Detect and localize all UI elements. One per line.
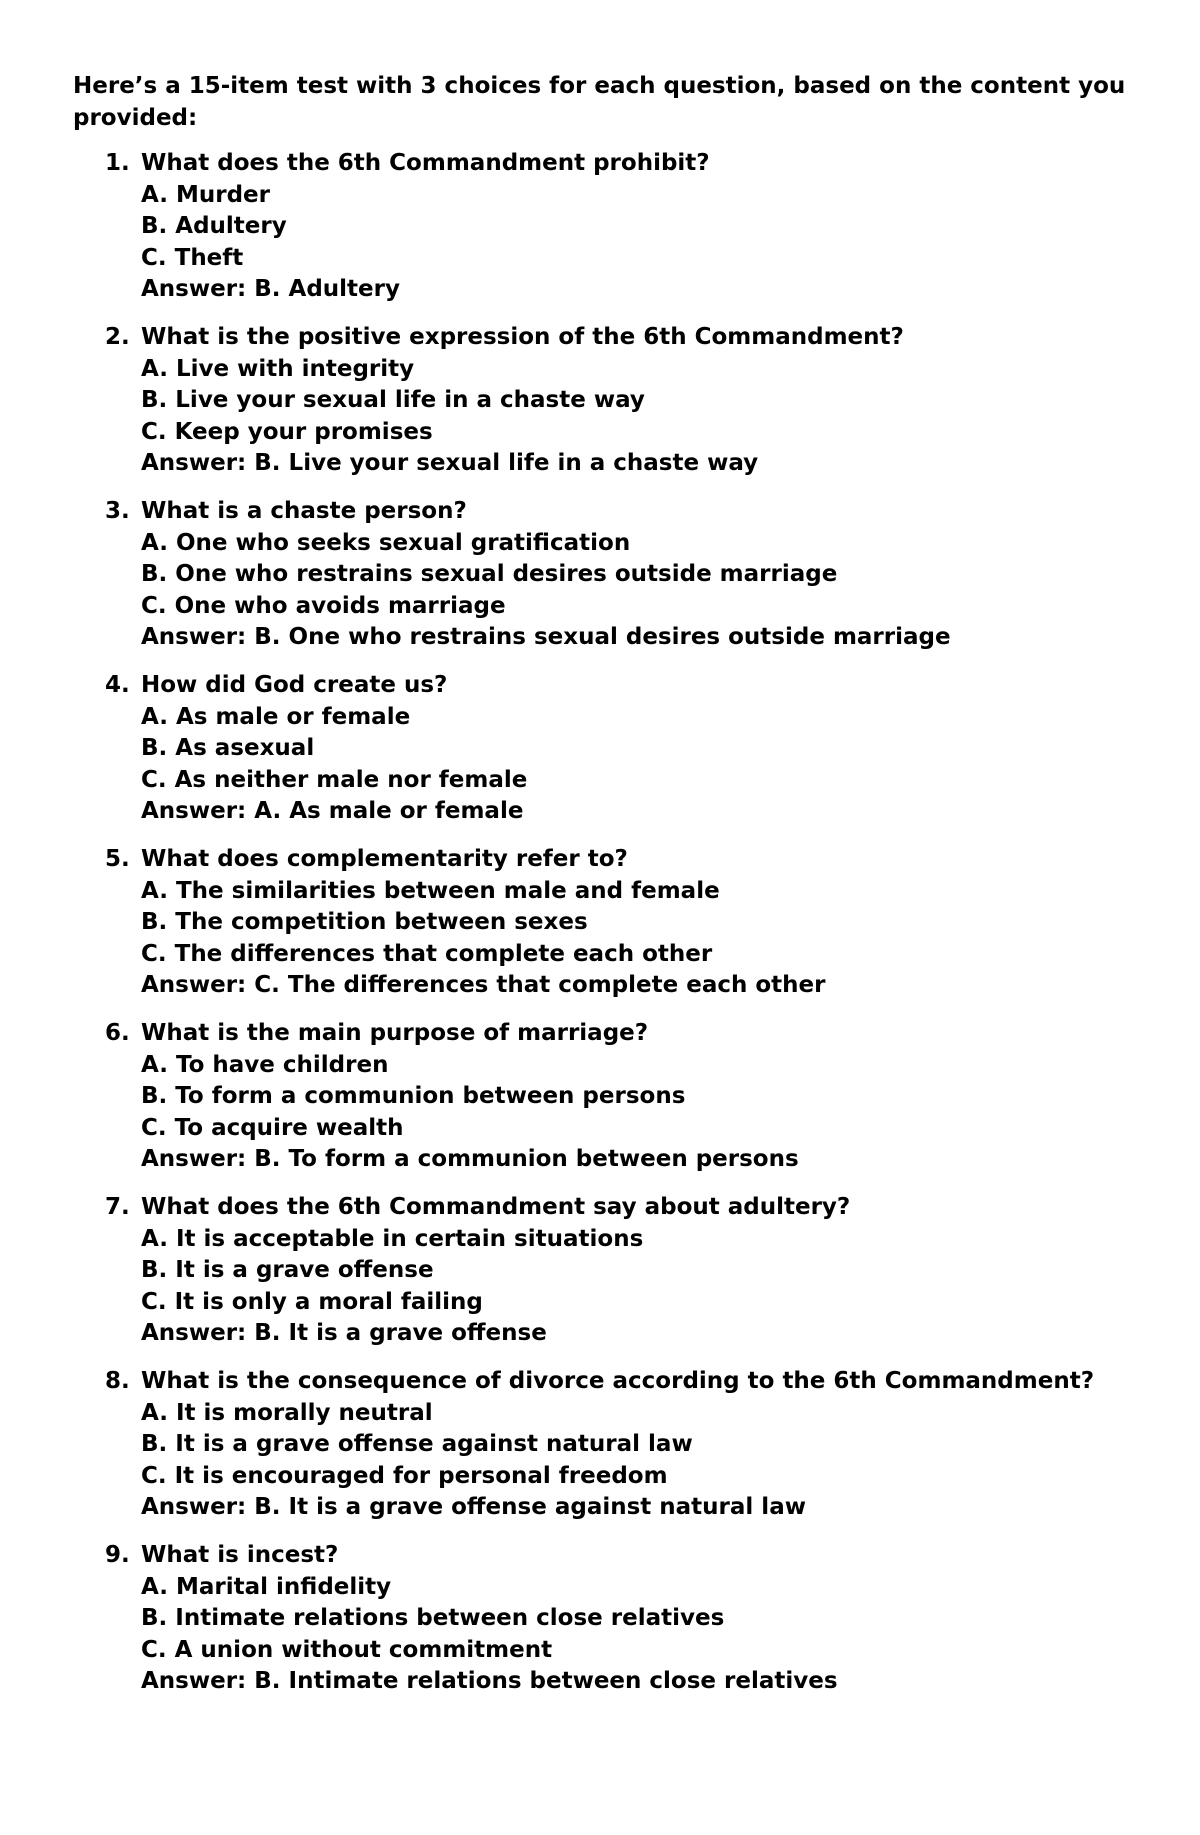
choice-c: C. A union without commitment xyxy=(141,1636,553,1663)
answer-line: Answer: B. It is a grave offense xyxy=(141,1320,547,1346)
answer-line: Answer: B. Intimate relations between close relatives xyxy=(141,1668,838,1694)
question-item xyxy=(0,1540,1200,1714)
answer-line: Answer: C. The differences that complete each other xyxy=(141,972,826,998)
question-body xyxy=(141,148,1181,306)
question-number: 7. xyxy=(105,1194,130,1220)
answer-line: Answer: B. Adultery xyxy=(141,276,400,302)
question-body xyxy=(141,1366,1181,1524)
question-text: What does the 6th Commandment prohibit? xyxy=(141,150,710,176)
question-body xyxy=(141,1018,1181,1176)
choice-b: B. It is a grave offense xyxy=(141,1257,434,1283)
choice-a: A. As male or female xyxy=(141,703,411,730)
question-text: How did God create us? xyxy=(141,672,448,698)
question-number: 2. xyxy=(105,324,130,350)
answer-line: Answer: B. To form a communion between persons xyxy=(141,1146,799,1172)
question-number: 6. xyxy=(105,1020,130,1046)
question-text: What is a chaste person? xyxy=(141,498,467,524)
question-text: What does the 6th Commandment say about adultery? xyxy=(141,1194,851,1220)
question-number: 8. xyxy=(105,1368,130,1394)
choice-a: A. It is morally neutral xyxy=(141,1399,433,1426)
answer-line: Answer: B. One who restrains sexual desires outside marriage xyxy=(141,624,951,650)
question-item xyxy=(0,496,1200,670)
choice-c: C. One who avoids marriage xyxy=(141,592,506,619)
question-body xyxy=(141,496,1181,654)
choice-b: B. Live your sexual life in a chaste way xyxy=(141,387,645,413)
choice-c: C. The differences that complete each other xyxy=(141,940,713,967)
question-item xyxy=(0,148,1200,322)
question-number: 3. xyxy=(105,498,130,524)
question-list xyxy=(0,148,1200,1714)
choice-a: A. The similarities between male and female xyxy=(141,877,720,904)
choice-b: B. Intimate relations between close relatives xyxy=(141,1605,725,1631)
question-text: What is the main purpose of marriage? xyxy=(141,1020,649,1046)
question-item xyxy=(0,1018,1200,1192)
question-item xyxy=(0,1192,1200,1366)
question-number: 5. xyxy=(105,846,130,872)
question-number: 4. xyxy=(105,672,130,698)
question-text: What is the consequence of divorce according to the 6th Commandment? xyxy=(141,1368,1095,1394)
choice-c: C. To acquire wealth xyxy=(141,1114,404,1141)
choice-b: B. It is a grave offense against natural law xyxy=(141,1431,693,1457)
choice-a: A. One who seeks sexual gratification xyxy=(141,529,631,556)
choice-c: C. Theft xyxy=(141,244,244,271)
intro-paragraph: Here’s a 15-item test with 3 choices for each question, based on the content you provided: xyxy=(73,73,1126,131)
question-number: 1. xyxy=(105,150,130,176)
choice-a: A. Live with integrity xyxy=(141,355,415,382)
question-body xyxy=(141,844,1181,1002)
choice-b: B. The competition between sexes xyxy=(141,909,588,935)
question-body xyxy=(141,670,1181,828)
question-item xyxy=(0,844,1200,1018)
question-text: What is incest? xyxy=(141,1542,339,1568)
question-item xyxy=(0,670,1200,844)
question-item xyxy=(0,322,1200,496)
question-number: 9. xyxy=(105,1542,130,1568)
choice-a: A. Marital infidelity xyxy=(141,1573,392,1600)
question-item xyxy=(0,1366,1200,1540)
answer-line: Answer: B. Live your sexual life in a chaste way xyxy=(141,450,759,476)
choice-c: C. It is only a moral failing xyxy=(141,1288,483,1315)
choice-b: B. Adultery xyxy=(141,213,287,239)
question-text: What is the positive expression of the 6th Commandment? xyxy=(141,324,904,350)
answer-line: Answer: A. As male or female xyxy=(141,798,524,824)
choice-a: A. Murder xyxy=(141,181,270,208)
choice-b: B. As asexual xyxy=(141,735,315,761)
choice-c: C. Keep your promises xyxy=(141,418,433,445)
choice-c: C. It is encouraged for personal freedom xyxy=(141,1462,668,1489)
choice-b: B. To form a communion between persons xyxy=(141,1083,686,1109)
answer-line: Answer: B. It is a grave offense against natural law xyxy=(141,1494,806,1520)
question-text: What does complementarity refer to? xyxy=(141,846,628,872)
choice-a: A. It is acceptable in certain situations xyxy=(141,1225,644,1252)
choice-c: C. As neither male nor female xyxy=(141,766,528,793)
choice-b: B. One who restrains sexual desires outside marriage xyxy=(141,561,838,587)
question-body xyxy=(141,1192,1181,1350)
question-body xyxy=(141,322,1181,480)
choice-a: A. To have children xyxy=(141,1051,389,1078)
question-body xyxy=(141,1540,1181,1698)
